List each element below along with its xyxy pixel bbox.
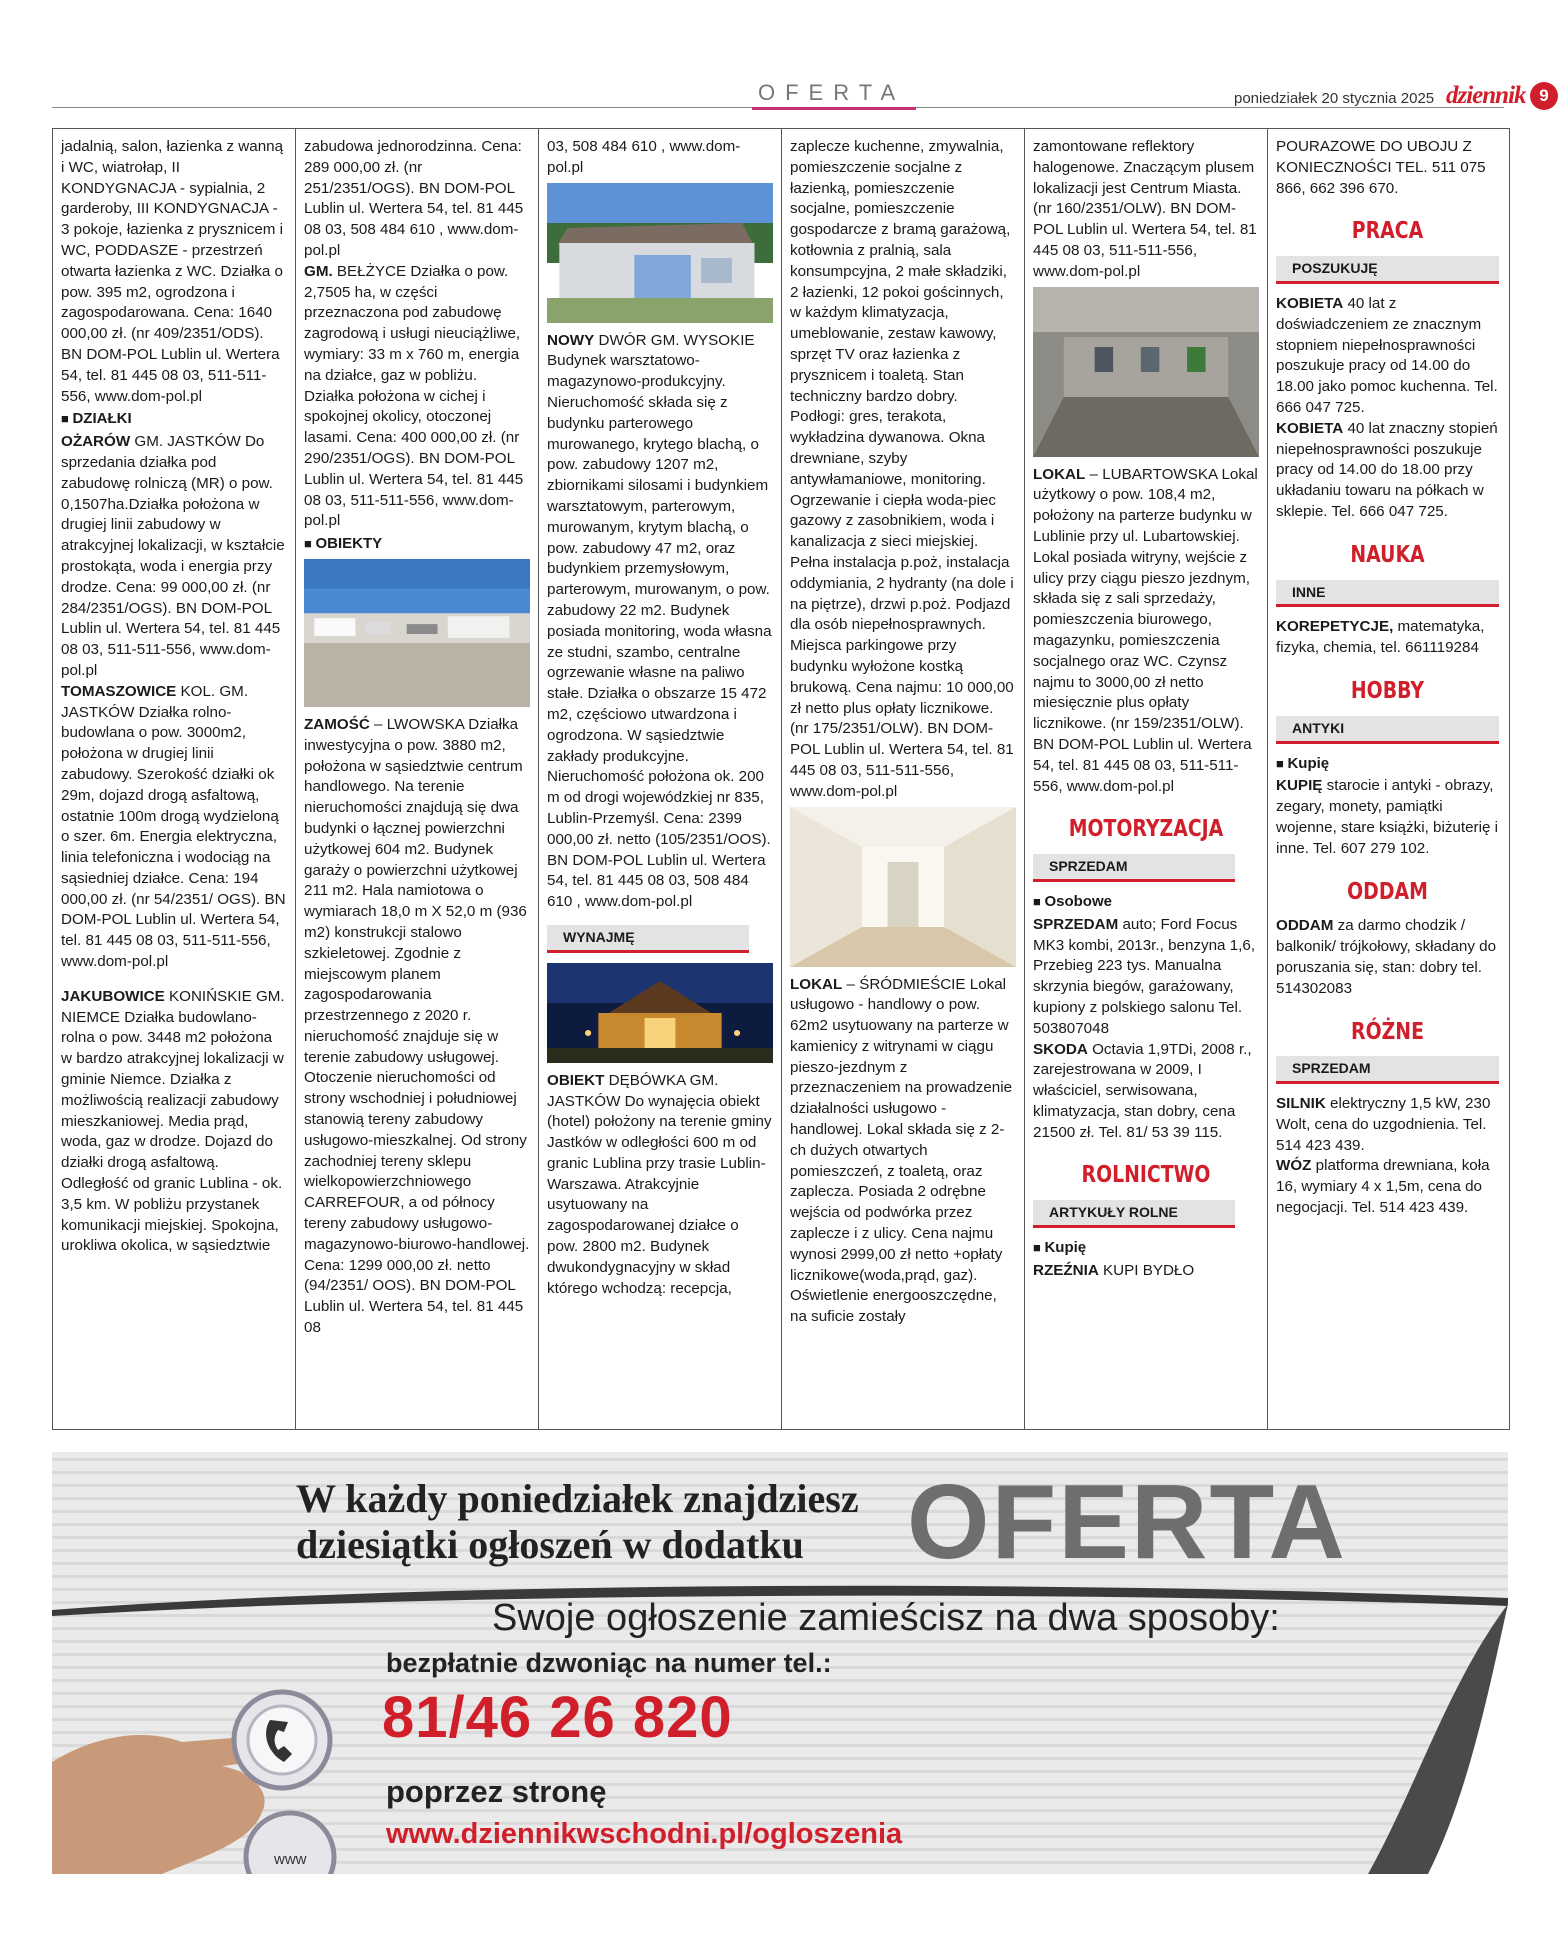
ad-headline: TOMASZOWICE xyxy=(61,682,177,700)
issue-date: poniedziałek 20 stycznia 2025 xyxy=(1234,90,1435,107)
ad-text: zabudowa jednorodzinna. Cena: 289 000,00 zł. (nr 251/2351/OGS). BN DOM-POL Lublin ul. Wertera 54, tel. 81 445 08 03, 508 484 610 , www.dom-pol.pl xyxy=(304,138,524,259)
section-heading: RÓŻNE xyxy=(1351,1018,1424,1045)
ad-item xyxy=(304,262,530,532)
ad-headline: JAKUBOWICE xyxy=(61,987,165,1005)
ad-item xyxy=(547,331,773,913)
ad-body: GM. JASTKÓW Do sprzedania działka pod zabudowę rolniczą (MR) o pow. 0,1507ha.Działka położona w drugiej linii zabudowy w atrakcyjnej lokalizacji, w kształcie prostokąta, woda i energia przy drodze. Cena: 99 000,00 zł. (nr 284/2351/OGS). BN DOM-POL Lublin ul. Wertera 54, tel. 81 445 08 03, 511-511-556, www.dom-pol.pl xyxy=(61,433,285,679)
ad-item xyxy=(1276,294,1499,419)
ad-item xyxy=(304,715,530,1339)
web-caption: poprzez stronę xyxy=(386,1774,607,1809)
ad-headline: WÓZ xyxy=(1276,1157,1312,1175)
ad-headline: KUPIĘ xyxy=(1276,777,1323,795)
ad-headline: OŻARÓW xyxy=(61,433,131,451)
category-label: ■ DZIAŁKI xyxy=(61,409,287,430)
ad-body: 40 lat z doświadczeniem ze znacznym stopniem niepełnosprawności poszukuje pracy od 14.00 do 18.00 jako pomoc kuchenna. Tel. 666 047 725. xyxy=(1276,294,1498,416)
column-1 xyxy=(53,129,296,1429)
ad-body: – ŚRÓDMIEŚCIE Lokal usługowo - handlowy o pow. 62m2 usytuowany na parterze w kamienicy z witrynami w ciągu pieszo-jezdnym z przeznaczeniem na prowadzenie działalności usługowo - handlowej. Lokal składa się z 2-ch dużych otwartych pomieszczeń, z toaletą, oraz zaplecza. Posiada 2 odrębne wejścia od podwórka przez zaplecze i z ulicy. Cena najmu wynosi 2999,00 zł netto +opłaty licznikowe(woda,prąd, gaz). Oświetlenie energooszczędne, na suficie zostały xyxy=(790,975,1013,1326)
section-heading: ODDAM xyxy=(1347,878,1428,905)
page-curl-icon xyxy=(1358,1604,1508,1874)
subcategory-ribbon: SPRZEDAM xyxy=(1276,1056,1499,1084)
banner-headline: W każdy poniedziałek znajdziesz dziesiątki ogłoszeń w dodatku xyxy=(296,1476,859,1567)
ad-text: 03, 508 484 610 , www.dom-pol.pl xyxy=(547,138,741,176)
www-icon-label: www xyxy=(274,1851,307,1868)
section-heading: PRACA xyxy=(1351,218,1424,245)
photo-commercial-yard xyxy=(304,559,530,707)
category-label: ■ OBIEKTY xyxy=(304,534,530,555)
ad-body: KUPI BYDŁO xyxy=(1098,1261,1195,1279)
subcategory-ribbon: SPRZEDAM xyxy=(1033,854,1235,882)
ad-body: auto; Ford Focus MK3 kombi, 2013r., benzyna 1,6, Przebieg 223 tys. Manualna skrzynia biegów, garażowany, kupiony z polskiego salonu Tel. 503807048 xyxy=(1033,915,1256,1037)
phone-caption: bezpłatnie dzwoniąc na numer tel.: xyxy=(386,1648,832,1678)
ad-headline: SKODA xyxy=(1033,1040,1088,1058)
banner-brand: OFERTA xyxy=(907,1463,1347,1581)
ad-body: DWÓR GM. WYSOKIE Budynek warsztatowo-magazynowo-produkcyjny. Nieruchomość składa się z budynku parterowego murowanego, krytego blachą, o pow. zabudowy 1207 m2, zbiornikami silosami i budynkiem warsztatowym, parterowym, murowanym, krytym blachą, o pow. zabudowy 47 m2, oraz budynkiem przemysłowym, parterowym, murowanym, o pow. zabudowy 22 m2. Budynek posiada monitoring, woda własna ze studni, szambo, centralne ogrzewanie własne na paliwo stałe. Działka o obszarze 15 472 m2, częściowo utwardzona i ogrodzona. W sąsiedztwie zakłady produkcyjne. Nieruchomość położona ok. 200 m od drogi wojewódzkiej nr 835, Lublin-Przemyśl. Cena: 2399 000,00 zł. netto (105/2351/OOS). BN DOM-POL Lublin ul. Wertera 54, tel. 81 445 08 03, 508 484 610 , www.dom-pol.pl xyxy=(547,331,772,911)
ad-text: POURAZOWE DO UBOJU Z KONIECZNOŚCI TEL. 511 075 866, 662 396 670. xyxy=(1276,138,1486,197)
ad-headline: RZEŹNIA xyxy=(1033,1261,1099,1279)
photo-corridor xyxy=(790,807,1016,967)
section-underline xyxy=(752,107,916,110)
ad-item xyxy=(1276,419,1499,523)
category-label: ■ Osobowe xyxy=(1033,892,1259,913)
column-3 xyxy=(539,129,782,1429)
ad-item xyxy=(1033,1261,1259,1282)
ad-headline: KOREPETYCJE, xyxy=(1276,618,1394,636)
ad-body: platforma drewniana, koła 16, wymiary 4 x 1,5m, cena do negocjacji. Tel. 514 423 439. xyxy=(1276,1157,1490,1217)
ad-item xyxy=(1276,916,1499,999)
promo-banner xyxy=(52,1452,1508,1874)
subcategory-ribbon: INNE xyxy=(1276,580,1499,608)
ad-text: zamontowane reflektory halogenowe. Znaczącym plusem lokalizacji jest Centrum Miasta. (nr 160/2351/OLW). BN DOM-POL Lublin ul. Wertera 54, tel. 81 445 08 03, 511-511-556, www.dom-pol.pl xyxy=(1033,138,1257,280)
ad-item xyxy=(61,432,287,682)
photo-empty-hall xyxy=(1033,287,1259,457)
section-heading: ROLNICTWO xyxy=(1081,1162,1211,1189)
newspaper-logo: dziennik xyxy=(1446,82,1526,109)
ad-headline: ZAMOŚĆ xyxy=(304,715,370,733)
ad-body: za darmo chodzik / balkonik/ trójkołowy, składany do poruszania się, stan: dobry tel. 514302083 xyxy=(1276,917,1497,997)
section-heading: HOBBY xyxy=(1350,677,1425,704)
banner-subtitle: Swoje ogłoszenie zamieścisz na dwa sposoby: xyxy=(492,1597,1280,1639)
phone-number[interactable]: 81/46 26 820 xyxy=(382,1685,733,1750)
ad-headline: LOKAL xyxy=(1033,465,1086,483)
section-title: OFERTA xyxy=(752,80,911,106)
subcategory-ribbon: ARTYKUŁY ROLNE xyxy=(1033,1200,1235,1228)
ad-body: matematyka, fizyka, chemia, tel. 661119284 xyxy=(1276,618,1485,657)
ad-item xyxy=(1276,1094,1499,1156)
ad-body: KONIŃSKIE GM. NIEMCE Działka budowlano-rolna o pow. 3448 m2 położona w bardzo atrakcyjnej lokalizacji w gminie Niemce. Działka z możliwością realizacji zabudowy mieszkaniowej. Media prąd, woda, gaz w drodze. Dojazd do działki drogą asfaltową. Odległość od granic Lublina - ok. 3,5 km. W pobliżu przystanek komunikacji miejskiej. Spokojna, urokliwa okolica, w sąsiedztwie xyxy=(61,987,285,1255)
ad-item xyxy=(1033,1040,1259,1144)
ad-body: DĘBÓWKA GM. JASTKÓW Do wynajęcia obiekt (hotel) położony na terenie gminy Jastków w odległości 600 m od granic Lublina przy trasie Lublin-Warszawa. Atrakcyjnie usytuowany na zagospodarowanej działce o pow. 2800 m2. Budynek dwukondygnacyjny w skład którego wchodzą: recepcja, xyxy=(547,1071,772,1297)
ad-item xyxy=(547,1071,773,1300)
ad-headline: OBIEKT xyxy=(547,1071,605,1089)
ad-item xyxy=(1033,465,1259,798)
section-heading: MOTORYZACJA xyxy=(1068,816,1224,843)
ad-headline: LOKAL xyxy=(790,975,843,993)
ad-body: – LWOWSKA Działka inwestycyjna o pow. 3880 m2, położona w sąsiedztwie centrum handlowego. Na terenie nieruchomości znajdują się dwa budynki o łącznej powierzchni użytkowej 604 m2. Budynek garaży o powierzchni użytkowej 211 m2. Hala namiotowa o wymiarach 18,0 m X 52,0 m (936 m2) konstrukcji stalowo szkieletowej. Zgodnie z miejscowym planem zagospodarowania przestrzennego z 2020 r. nieruchomość znajduje się w terenie zabudowy usługowej. Otoczenie nieruchomości od strony wschodniej i południowej stanowią tereny zabudowy usługowo-mieszkalnej. Od strony zachodniej tereny sklepu wielkopowierzchniowego CARREFOUR, a od północy tereny zabudowy usługowo-magazynowo-biurowo-handlowej. Cena: 1299 000,00 zł. netto (94/2351/ OOS). BN DOM-POL Lublin ul. Wertera 54, tel. 81 445 08 xyxy=(304,715,530,1337)
ad-headline: SPRZEDAM xyxy=(1033,915,1119,933)
ad-headline: ODDAM xyxy=(1276,917,1334,935)
ad-body: 40 lat znaczny stopień niepełnosprawności poszukuje pracy od 14.00 do 18.00 przy układaniu towaru na półkach w sklepie. Tel. 666 047 725. xyxy=(1276,419,1498,520)
column-4 xyxy=(782,129,1025,1429)
ad-text: zaplecze kuchenne, zmywalnia, pomieszczenie socjalne z łazienką, pomieszczenie socjalne, pomieszczenie gospodarcze z bramą garażową, kotłownia z pralnią, sala konsumpcyjna, 2 małe składziki, 2 łazienki, 12 pokoi gościnnych, w każdym klimatyzacja, umeblowanie, zestaw kawowy, sprzęt TV oraz łazienka z prysznicem i toaletą. Stan techniczny bardzo dobry. Podłogi: gres, terakota, wykładzina dywanowa. Okna drewniane, szyby antywłamaniowe, monitoring. Ogrzewanie i ciepła woda-piec gazowy z zasobnikiem, woda i kanalizacja z sieci miejskiej. Pełna instalacja p.poż, instalacja oddymiania, 2 hydranty (na dole i na piętrze), drzwi p.poż. Podjazd dla osób niepełnosprawnych. Miejsca parkingowe przy budynku wyłożone kostką brukową. Cena najmu: 10 000,00 zł netto plus opłaty licznikowe. (nr 175/2351/OLW). BN DOM-POL Lublin ul. Wertera 54, tel. 81 445 08 03, 511-511-556, www.dom-pol.pl xyxy=(790,138,1014,800)
ad-headline: NOWY xyxy=(547,331,595,349)
website-link[interactable]: www.dziennikwschodni.pl/ogloszenia xyxy=(386,1818,903,1850)
category-label: ■ Kupię xyxy=(1276,754,1499,775)
page-header xyxy=(52,80,1549,116)
category-label: ■ Kupię xyxy=(1033,1238,1259,1259)
column-5 xyxy=(1025,129,1268,1429)
ad-headline: SILNIK xyxy=(1276,1095,1326,1113)
ad-item xyxy=(1276,776,1499,859)
ad-body: starocie i antyki - obrazy, zegary, monety, pamiątki wojenne, stare książki, biżuterię i inne. Tel. 607 279 102. xyxy=(1276,777,1499,857)
ad-item xyxy=(1033,915,1259,1040)
ad-text: jadalnią, salon, łazienka z wanną i WC, wiatrołap, II KONDYGNACJA - sypialnia, 2 garderoby, III KONDYGNACJA - 3 pokoje, łazienka z prysznicem i WC, PODDASZE - przestrzeń otwarta łazienka z WC. Działka o pow. 395 m2, ogrodzona i zagospodarowana. Cena: 1640 000,00 zł. (nr 409/2351/ODS). BN DOM-POL Lublin ul. Wertera 54, tel. 81 445 08 03, 511-511-556, www.dom-pol.pl xyxy=(61,138,284,405)
ad-headline: KOBIETA xyxy=(1276,419,1344,437)
subcategory-ribbon: POSZUKUJĘ xyxy=(1276,256,1499,284)
ad-item xyxy=(1276,1156,1499,1218)
ad-item xyxy=(61,987,287,1257)
subcategory-ribbon: ANTYKI xyxy=(1276,716,1499,744)
photo-warehouse xyxy=(547,183,773,323)
ad-item xyxy=(790,975,1016,1329)
classifieds-grid xyxy=(52,128,1510,1430)
ad-headline: GM. xyxy=(304,262,333,280)
phone-icon xyxy=(52,1642,372,1874)
ad-body: BEŁŻYCE Działka o pow. 2,7505 ha, w części przeznaczona pod zabudowę zagrodową i usługi nieuciążliwe, wymiary: 33 m x 760 m, energia na działce, gaz w pobliżu. Działka położona w cichej i spokojnej okolicy, otoczonej lasami. Cena: 400 000,00 zł. (nr 290/2351/OGS). BN DOM-POL Lublin ul. Wertera 54, tel. 81 445 08 03, 511-511-556, www.dom-pol.pl xyxy=(304,262,524,530)
photo-hotel-night xyxy=(547,963,773,1063)
section-heading: NAUKA xyxy=(1350,541,1425,568)
ad-body: – LUBARTOWSKA Lokal użytkowy o pow. 108,4 m2, położony na parterze budynku w Lublinie przy ul. Lubartowskiej. Lokal posiada witryny, wejście z ulicy przy ciągu pieszo jezdnym, składa się z sali sprzedaży, pomieszczenia biurowego, magazynku, pomieszczenia socjalnego oraz WC. Czynsz najmu to 3000,00 zł netto miesięcznie plus opłaty licznikowe. (nr 159/2351/OLW). BN DOM-POL Lublin ul. Wertera 54, tel. 81 445 08 03, 511-511-556, www.dom-pol.pl xyxy=(1033,465,1258,795)
column-6 xyxy=(1268,129,1507,1429)
subcategory-ribbon: WYNAJMĘ xyxy=(547,925,749,953)
ad-item xyxy=(1276,617,1499,659)
page-number: 9 xyxy=(1530,82,1558,110)
ad-body: KOL. GM. JASTKÓW Działka rolno-budowlana o pow. 3000m2, położona w drugiej linii zabudowy. Szerokość działki ok 29m, dojazd drogą asfaltową, ostatnie 100m drogą wydzieloną o szer. 6m. Energia elektryczna, linia telefoniczna i wodociąg na sąsiedniej działce. Cena: 194 000,00 zł. (nr 54/2351/ OGS). BN DOM-POL Lublin ul. Wertera 54, tel. 81 445 08 03, 511-511-556, www.dom-pol.pl xyxy=(61,682,286,971)
ad-headline: KOBIETA xyxy=(1276,294,1344,312)
ad-item xyxy=(61,682,287,973)
ad-body: Octavia 1,9TDi, 2008 r., zarejestrowana w 2009, I właściciel, serwisowana, klimatyzacja, stan dobry, cena 21500 zł. Tel. 81/ 53 39 115. xyxy=(1033,1040,1252,1141)
ad-body: elektryczny 1,5 kW, 230 Wolt, cena do uzgodnienia. Tel. 514 423 439. xyxy=(1276,1095,1491,1154)
column-2 xyxy=(296,129,539,1429)
